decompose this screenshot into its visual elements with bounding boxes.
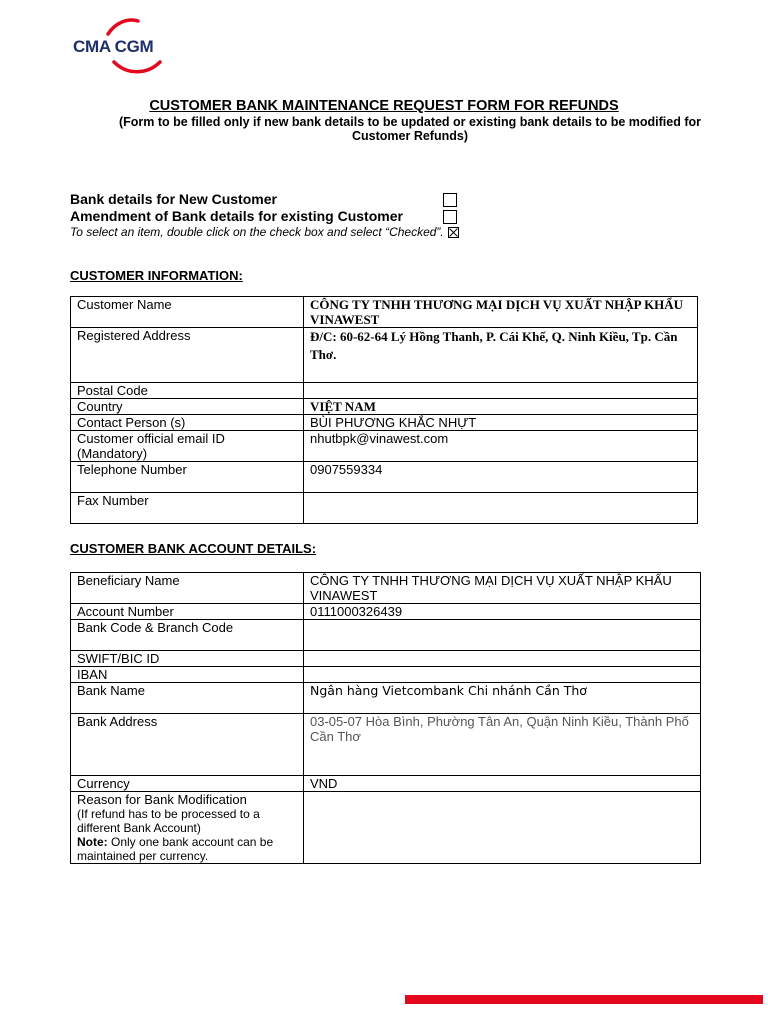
email-value[interactable]: nhutbpk@vinawest.com <box>304 431 698 462</box>
bank-address-value[interactable]: 03-05-07 Hòa Bình, Phường Tân An, Quận Ninh Kiều, Thành Phố Cần Thơ <box>304 714 701 776</box>
checkbox-hint <box>70 225 459 239</box>
table-row <box>71 776 701 792</box>
reason-note-text: Only one bank account can be maintained per currency. <box>77 835 274 863</box>
checkbox-hint-text: To select an item, double click on the check box and select “Checked”. <box>70 225 444 239</box>
reason-note-label: Note: <box>77 835 108 849</box>
form-title: CUSTOMER BANK MAINTENANCE REQUEST FORM FOR REFUNDS <box>149 98 619 114</box>
bank-name-value[interactable]: Ngân hàng Vietcombank Chi nhánh Cần Thơ <box>304 683 701 714</box>
reason-label: Reason for Bank Modification <box>77 792 247 807</box>
telephone-value[interactable]: 0907559334 <box>304 462 698 493</box>
existing-customer-checkbox[interactable] <box>443 210 457 224</box>
bank-code-label: Bank Code & Branch Code <box>71 620 304 651</box>
reason-note <box>77 835 297 863</box>
currency-label: Currency <box>71 776 304 792</box>
table-row <box>71 651 701 667</box>
fax-value[interactable] <box>304 493 698 524</box>
table-row <box>71 297 698 328</box>
customer-name-label: Customer Name <box>71 297 304 328</box>
bank-name-label: Bank Name <box>71 683 304 714</box>
country-value[interactable]: VIỆT NAM <box>304 399 698 415</box>
bank-details-table <box>70 572 701 864</box>
reason-label-cell <box>71 792 304 864</box>
contact-person-label: Contact Person (s) <box>71 415 304 431</box>
table-row <box>71 604 701 620</box>
table-row <box>71 573 701 604</box>
contact-person-value[interactable]: BÙI PHƯƠNG KHẮC NHỰT <box>304 415 698 431</box>
table-row <box>71 415 698 431</box>
option-existing-customer-label: Amendment of Bank details for existing Customer <box>70 208 403 224</box>
postal-code-label: Postal Code <box>71 383 304 399</box>
table-row <box>71 399 698 415</box>
currency-value[interactable]: VND <box>304 776 701 792</box>
customer-info-heading: CUSTOMER INFORMATION: <box>70 268 243 283</box>
account-number-label: Account Number <box>71 604 304 620</box>
table-row <box>71 462 698 493</box>
iban-label: IBAN <box>71 667 304 683</box>
company-logo <box>68 18 176 80</box>
customer-info-table <box>70 296 698 524</box>
table-row <box>71 792 701 864</box>
beneficiary-name-label: Beneficiary Name <box>71 573 304 604</box>
fax-label: Fax Number <box>71 493 304 524</box>
telephone-label: Telephone Number <box>71 462 304 493</box>
table-row <box>71 714 701 776</box>
reason-value[interactable] <box>304 792 701 864</box>
table-row <box>71 493 698 524</box>
bank-details-heading: CUSTOMER BANK ACCOUNT DETAILS: <box>70 541 317 556</box>
table-row <box>71 383 698 399</box>
footer-red-bar <box>405 995 763 1004</box>
table-row <box>71 620 701 651</box>
registered-address-value[interactable]: Đ/C: 60-62-64 Lý Hồng Thanh, P. Cái Khế, Q. Ninh Kiều, Tp. Cần Thơ. <box>304 328 698 383</box>
table-row <box>71 431 698 462</box>
postal-code-value[interactable] <box>304 383 698 399</box>
iban-value[interactable] <box>304 667 701 683</box>
bank-code-value[interactable] <box>304 620 701 651</box>
checked-box-icon <box>448 227 459 238</box>
beneficiary-name-value[interactable]: CÔNG TY TNHH THƯƠNG MẠI DỊCH VỤ XUẤT NHẬP KHẨU VINAWEST <box>304 573 701 604</box>
option-new-customer-label: Bank details for New Customer <box>70 191 277 207</box>
table-row <box>71 683 701 714</box>
logo-text: CMA CGM <box>73 37 154 56</box>
bank-address-label: Bank Address <box>71 714 304 776</box>
table-row <box>71 328 698 383</box>
registered-address-label: Registered Address <box>71 328 304 383</box>
table-row <box>71 667 701 683</box>
new-customer-checkbox[interactable] <box>443 193 457 207</box>
country-label: Country <box>71 399 304 415</box>
swift-label: SWIFT/BIC ID <box>71 651 304 667</box>
reason-detail: (If refund has to be processed to a different Bank Account) <box>77 807 260 835</box>
account-number-value[interactable]: 0111000326439 <box>304 604 701 620</box>
form-subtitle: (Form to be filled only if new bank details to be updated or existing bank details to be modified for Customer Refunds) <box>118 115 701 143</box>
swift-value[interactable] <box>304 651 701 667</box>
email-label: Customer official email ID (Mandatory) <box>71 431 304 462</box>
customer-name-value[interactable]: CÔNG TY TNHH THƯƠNG MẠI DỊCH VỤ XUẤT NHẬP KHẨU VINAWEST <box>304 297 698 328</box>
